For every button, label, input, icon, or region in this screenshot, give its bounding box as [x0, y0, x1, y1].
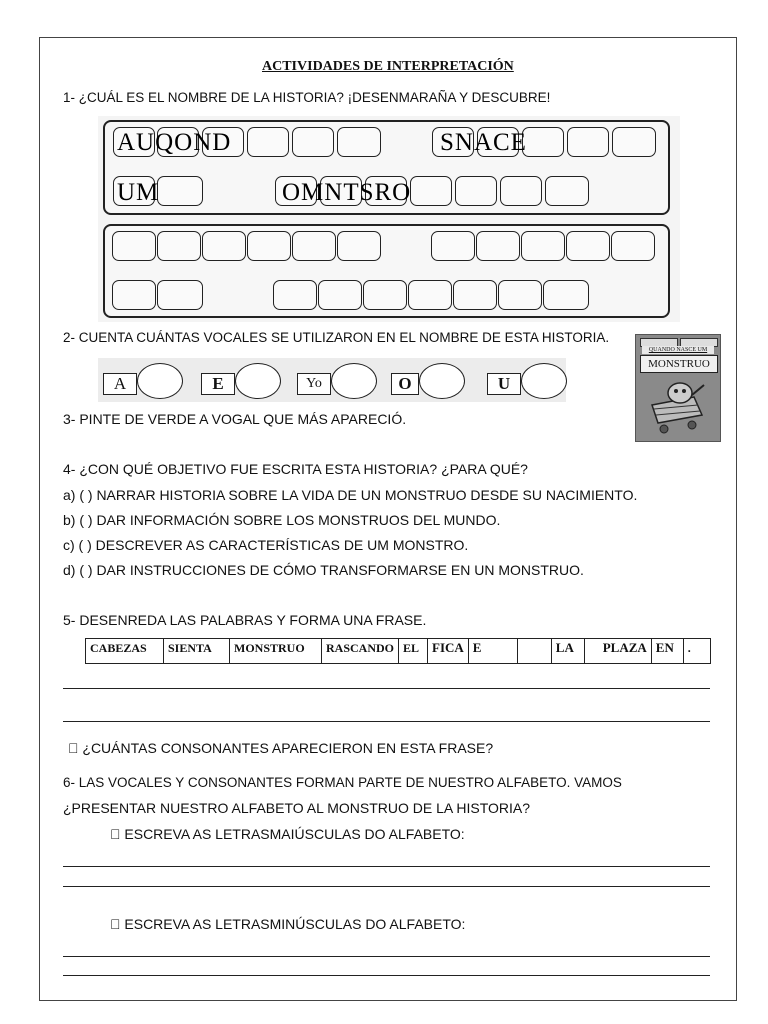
- letter-cell: [545, 176, 589, 206]
- letter-cell: [522, 127, 564, 157]
- question-3: 3- PINTE DE VERDE A VOGAL QUE MÁS APARECIÓ.: [63, 411, 407, 427]
- book-cover-image: [635, 334, 721, 442]
- vowel-label: E: [201, 373, 235, 395]
- answer-cell[interactable]: [498, 280, 542, 310]
- answer-cell[interactable]: [157, 231, 201, 261]
- option-b[interactable]: b) ( ) DAR INFORMACIÓN SOBRE LOS MONSTRUOS DEL MUNDO.: [63, 512, 501, 528]
- consonant-question: ¿CUÁNTAS CONSONANTES APARECIERON EN ESTA FRASE?: [68, 740, 479, 756]
- vowel-count-circle[interactable]: [521, 363, 567, 399]
- page-title: ACTIVIDADES DE INTERPRETACIÓN: [262, 59, 514, 74]
- answer-cell[interactable]: [431, 231, 475, 261]
- option-a[interactable]: a) ( ) NARRAR HISTORIA SOBRE LA VIDA DE UN MONSTRUO DESDE SU NACIMIENTO.: [63, 487, 638, 503]
- answer-cell[interactable]: [202, 231, 246, 261]
- answer-cell[interactable]: [318, 280, 362, 310]
- answer-cell[interactable]: [273, 280, 317, 310]
- letter-cell: [500, 176, 542, 206]
- word-table: [85, 638, 711, 664]
- answer-cell[interactable]: [566, 231, 610, 261]
- word-cell: MONSTRUO: [230, 639, 322, 664]
- vowel-count-circle[interactable]: [331, 363, 377, 399]
- answer-cell[interactable]: [363, 280, 407, 310]
- answer-line[interactable]: [63, 956, 710, 957]
- word-cell: FICA: [428, 639, 469, 664]
- question-4: 4- ¿CON QUÉ OBJETIVO FUE ESCRITA ESTA HISTORIA? ¿PARA QUÉ?: [63, 461, 528, 477]
- answer-cell[interactable]: [112, 280, 156, 310]
- word-cell: PLAZA: [584, 639, 651, 664]
- letter-cell: [292, 127, 334, 157]
- answer-cell[interactable]: [337, 231, 381, 261]
- answer-cell[interactable]: [112, 231, 156, 261]
- answer-line[interactable]: [63, 886, 710, 887]
- letter-cell: [612, 127, 656, 157]
- letter-cell: [337, 127, 381, 157]
- word-cell: RASCANDO: [322, 639, 399, 664]
- uppercase-instruction: ESCREVA AS LETRASMAIÚSCULAS DO ALFABETO:: [110, 826, 451, 842]
- word-cell: [517, 639, 551, 664]
- word-cell: .: [683, 639, 710, 664]
- word-cell: CABEZAS: [86, 639, 164, 664]
- vowel-label: A: [103, 373, 137, 395]
- question-6-line-2: ¿PRESENTAR NUESTRO ALFABETO AL MONSTRUO DE LA HISTORIA?: [63, 800, 531, 816]
- answer-line[interactable]: [63, 721, 710, 722]
- scrambled-word: OMNTSRO: [282, 179, 412, 206]
- vowel-count-circle[interactable]: [235, 363, 281, 399]
- answer-line[interactable]: [63, 688, 710, 689]
- answer-cell[interactable]: [611, 231, 655, 261]
- answer-line[interactable]: [63, 975, 710, 976]
- letter-cell: [567, 127, 609, 157]
- letter-cell: [410, 176, 452, 206]
- answer-cell[interactable]: [408, 280, 452, 310]
- question-1: 1- ¿CUÁL ES EL NOMBRE DE LA HISTORIA? ¡DESENMARAÑA Y DESCUBRE!: [63, 90, 551, 105]
- word-cell: EN: [651, 639, 683, 664]
- option-d[interactable]: d) ( ) DAR INSTRUCCIONES DE CÓMO TRANSFORMARSE EN UN MONSTRUO.: [63, 562, 584, 578]
- vowel-count-circle[interactable]: [137, 363, 183, 399]
- question-6-line-1: 6- LAS VOCALES Y CONSONANTES FORMAN PARTE DE NUESTRO ALFABETO. VAMOS: [63, 775, 622, 790]
- cover-subtitle: QUANDO NASCE UM: [642, 346, 714, 354]
- scrambled-word: SNACE: [440, 129, 527, 156]
- answer-line[interactable]: [63, 866, 710, 867]
- answer-cell[interactable]: [521, 231, 565, 261]
- word-cell: E: [468, 639, 517, 664]
- scrambled-word: AUQOND: [117, 129, 232, 156]
- lowercase-instruction: ESCREVA AS LETRASMINÚSCULAS DO ALFABETO:: [110, 916, 452, 932]
- letter-cell: [455, 176, 497, 206]
- vowel-label: Yo: [297, 373, 331, 395]
- option-c[interactable]: c) ( ) DESCREVER AS CARACTERÍSTICAS DE UM MONSTRO.: [63, 537, 469, 553]
- answer-cell[interactable]: [247, 231, 291, 261]
- monster-illustration-icon: [644, 375, 714, 435]
- vowel-label: O: [391, 373, 419, 395]
- word-cell: LA: [551, 639, 584, 664]
- scrambled-word: UM: [117, 179, 160, 206]
- word-cell: SIENTA: [164, 639, 230, 664]
- answer-cell[interactable]: [476, 231, 520, 261]
- letter-cell: [247, 127, 289, 157]
- vowel-label: U: [487, 373, 521, 395]
- answer-cell[interactable]: [157, 280, 203, 310]
- vowel-count-circle[interactable]: [419, 363, 465, 399]
- answer-cell[interactable]: [543, 280, 589, 310]
- answer-cell[interactable]: [453, 280, 497, 310]
- answer-cell[interactable]: [292, 231, 336, 261]
- word-cell: EL: [399, 639, 428, 664]
- cover-title: MONSTRUO: [640, 355, 718, 373]
- letter-cell: [157, 176, 203, 206]
- question-2: 2- CUENTA CUÁNTAS VOCALES SE UTILIZARON EN EL NOMBRE DE ESTA HISTORIA.: [63, 330, 610, 345]
- question-5: 5- DESENREDA LAS PALABRAS Y FORMA UNA FRASE.: [63, 612, 427, 628]
